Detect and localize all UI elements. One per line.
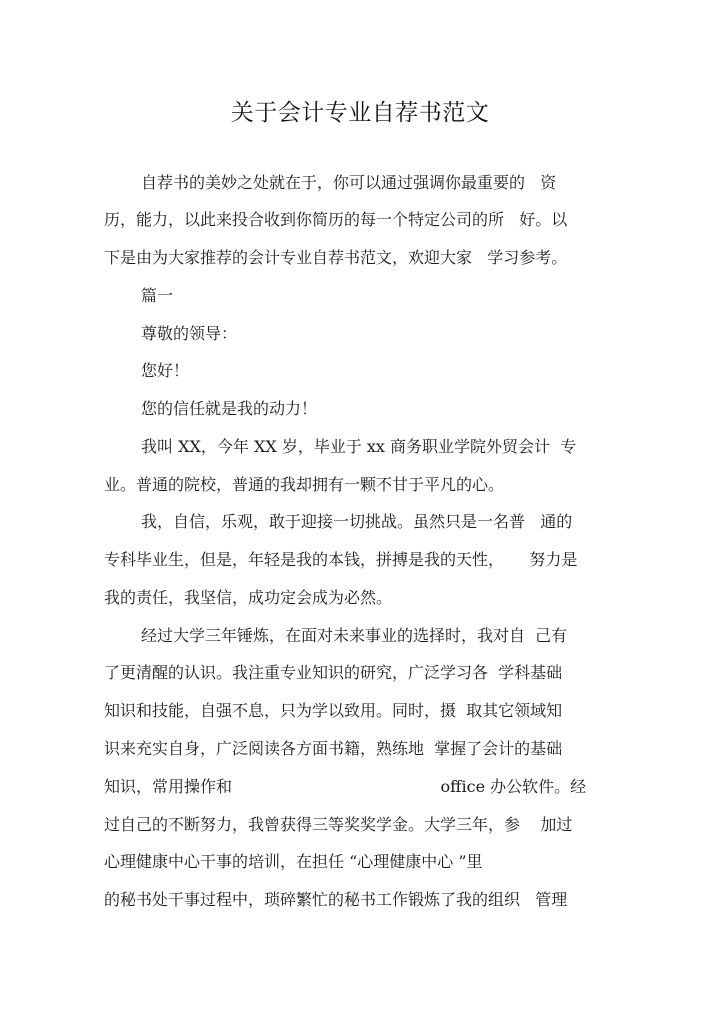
- paragraph-line: 业。普通的院校，普通的我却拥有一颗不甘于平凡的心。: [104, 475, 505, 494]
- paragraph-line: 我，自信，乐观，敢于迎接一切挑战。虽然只是一名普 通的: [141, 512, 573, 531]
- paragraph-line: 您的信任就是我的动力！: [141, 399, 318, 418]
- paragraph-line: 我的责任，我坚信，成功定会成为必然。: [104, 588, 393, 607]
- paragraph-line: 我叫 XX，今年 XX 岁，毕业于 xx 商务职业学院外贸会计 专: [141, 437, 577, 456]
- paragraph-line: 经过大学三年锤炼，在面对未来事业的选择时，我对自 己有: [141, 626, 568, 645]
- paragraph-line: 专科毕业生，但是，年轻是我的本钱，拼搏是我的天性， 努力是: [104, 550, 578, 569]
- paragraph-line: 历，能力，以此来投合收到你简历的每一个特定公司的所 好。以: [104, 210, 568, 229]
- paragraph-line: 过自己的不断努力，我曾获得三等奖奖学金。大学三年，参 加过: [104, 815, 573, 834]
- document-title: 关于会计专业自荐书范文: [230, 100, 490, 126]
- paragraph-line: 了更清醒的认识。我注重专业知识的研究，广泛学习各 学科基础: [104, 663, 563, 682]
- paragraph-line: 自荐书的美妙之处就在于，你可以通过强调你最重要的 资: [141, 173, 557, 192]
- paragraph-line: 知识，常用操作和 office 办公软件。经: [104, 777, 587, 796]
- paragraph-line: 知识和技能，自强不息，只为学以致用。同时，摄 取其它领域知: [104, 701, 563, 720]
- section-heading: 篇一: [141, 286, 174, 305]
- salutation: 尊敬的领导：: [141, 324, 238, 343]
- paragraph-line: 识来充实自身，广泛阅读各方面书籍，熟练地 掌握了会计的基础: [104, 739, 563, 758]
- paragraph-line: 的秘书处干事过程中，琐碎繁忙的秘书工作锻炼了我的组织 管理: [104, 890, 568, 909]
- paragraph-line: 下是由为大家推荐的会计专业自荐书范文，欢迎大家 学习参考。: [104, 248, 568, 267]
- paragraph-line: 心理健康中心干事的培训，在担任 “心理健康中心 ”里: [104, 852, 483, 871]
- greeting: 您好！: [141, 361, 190, 380]
